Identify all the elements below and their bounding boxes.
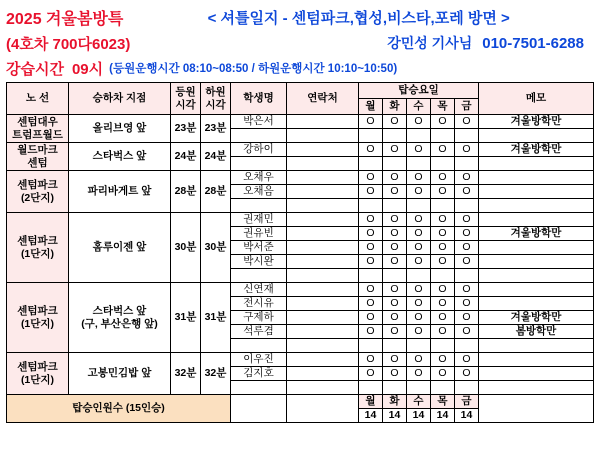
route-line2: 트럼프월드 — [12, 128, 63, 141]
day-cell-tue — [383, 339, 407, 353]
route-cell — [7, 143, 69, 171]
day-cell-fri — [455, 129, 479, 143]
day-cell-mon: O — [359, 241, 383, 255]
summary-day-tue: 화 — [383, 395, 407, 409]
day-cell-fri: O — [455, 255, 479, 269]
header-board-line2: 시각 — [175, 98, 196, 111]
day-cell-wed — [407, 157, 431, 171]
day-cell-tue — [383, 269, 407, 283]
day-cell-wed: O — [407, 367, 431, 381]
day-cell-fri: O — [455, 353, 479, 367]
day-cell-mon: O — [359, 227, 383, 241]
header-day-thu: 목 — [431, 99, 455, 115]
contact-cell — [287, 297, 359, 311]
day-cell-thu — [431, 199, 455, 213]
day-cell-tue: O — [383, 353, 407, 367]
student-name-cell — [231, 339, 287, 353]
header-student: 학생명 — [231, 83, 287, 115]
table-row — [7, 115, 594, 129]
day-cell-mon — [359, 199, 383, 213]
memo-cell: 겨울방학만 — [479, 311, 594, 325]
day-cell-mon: O — [359, 325, 383, 339]
header-row-title — [6, 4, 594, 30]
header-row-time — [6, 56, 594, 80]
day-cell-tue: O — [383, 213, 407, 227]
contact-cell — [287, 213, 359, 227]
day-cell-thu — [431, 269, 455, 283]
class-time-label: 강습시간 — [6, 60, 64, 78]
header-alight-line1: 하원 — [205, 86, 226, 99]
route-line1: 월드마크 — [17, 144, 58, 157]
summary-label: 탑승인원수 (15인승) — [7, 395, 231, 423]
summary-blank-student — [231, 395, 287, 423]
day-cell-thu: O — [431, 367, 455, 381]
day-cell-thu: O — [431, 143, 455, 157]
memo-cell — [479, 297, 594, 311]
student-name-cell — [231, 157, 287, 171]
memo-cell — [479, 381, 594, 395]
route-line2: (1단지) — [20, 373, 55, 386]
stop-cell: 홈루이젠 앞 — [69, 213, 171, 283]
board-time-cell: 31분 — [171, 283, 201, 353]
table-row — [7, 171, 594, 185]
route-line1: 센텀파크 — [17, 179, 58, 192]
stop-cell — [69, 283, 171, 353]
day-cell-wed — [407, 269, 431, 283]
day-cell-wed: O — [407, 185, 431, 199]
memo-cell — [479, 269, 594, 283]
header-alight-line2: 시각 — [205, 98, 226, 111]
route-cell — [7, 353, 69, 395]
contact-cell — [287, 129, 359, 143]
route-line2: 센텀 — [27, 156, 48, 169]
day-cell-thu: O — [431, 283, 455, 297]
day-cell-wed: O — [407, 325, 431, 339]
student-name-cell: 강하이 — [231, 143, 287, 157]
day-cell-tue: O — [383, 115, 407, 129]
day-cell-fri: O — [455, 367, 479, 381]
day-cell-tue — [383, 157, 407, 171]
memo-cell — [479, 157, 594, 171]
operation-note: (등원운행시간 08:10~08:50 / 하원운행시간 10:10~10:50) — [109, 63, 398, 75]
class-time-value: 09시 — [71, 60, 104, 78]
day-cell-thu: O — [431, 241, 455, 255]
student-name-cell — [231, 129, 287, 143]
day-cell-mon: O — [359, 115, 383, 129]
header-alight-time — [201, 83, 231, 115]
day-cell-fri: O — [455, 311, 479, 325]
route-line1: 센텀파크 — [17, 235, 58, 248]
day-cell-tue — [383, 199, 407, 213]
alight-time-cell: 28분 — [201, 171, 231, 213]
contact-cell — [287, 311, 359, 325]
day-cell-tue — [383, 129, 407, 143]
day-cell-fri: O — [455, 283, 479, 297]
memo-cell — [479, 353, 594, 367]
day-cell-wed — [407, 339, 431, 353]
contact-cell — [287, 353, 359, 367]
day-cell-wed: O — [407, 143, 431, 157]
day-cell-mon: O — [359, 297, 383, 311]
day-cell-fri — [455, 199, 479, 213]
alight-time-cell: 24분 — [201, 143, 231, 171]
stop-cell: 올리브영 앞 — [69, 115, 171, 143]
day-cell-thu: O — [431, 213, 455, 227]
header-stop: 승하차 지점 — [69, 83, 171, 115]
day-cell-tue: O — [383, 227, 407, 241]
board-time-cell: 23분 — [171, 115, 201, 143]
contact-cell — [287, 157, 359, 171]
student-name-cell: 권재민 — [231, 213, 287, 227]
memo-cell — [479, 283, 594, 297]
memo-cell: 봄방학만 — [479, 325, 594, 339]
day-cell-wed: O — [407, 311, 431, 325]
day-cell-mon: O — [359, 283, 383, 297]
student-name-cell: 박은서 — [231, 115, 287, 129]
day-cell-mon: O — [359, 367, 383, 381]
route-cell — [7, 283, 69, 353]
day-cell-tue — [383, 381, 407, 395]
day-cell-thu: O — [431, 311, 455, 325]
table-row — [7, 353, 594, 367]
day-cell-mon: O — [359, 353, 383, 367]
route-line1: 센텀파크 — [17, 305, 58, 318]
day-cell-thu: O — [431, 171, 455, 185]
header-days-group: 탑승요일 — [359, 83, 479, 99]
day-cell-thu — [431, 157, 455, 171]
day-cell-tue: O — [383, 143, 407, 157]
day-cell-mon: O — [359, 213, 383, 227]
day-cell-thu: O — [431, 353, 455, 367]
summary-day-thu: 목 — [431, 395, 455, 409]
day-cell-wed: O — [407, 115, 431, 129]
board-time-cell: 24분 — [171, 143, 201, 171]
alight-time-cell: 23분 — [201, 115, 231, 143]
day-cell-wed: O — [407, 353, 431, 367]
contact-cell — [287, 241, 359, 255]
student-name-cell: 오채우 — [231, 171, 287, 185]
contact-cell — [287, 171, 359, 185]
day-cell-mon — [359, 381, 383, 395]
day-cell-tue: O — [383, 311, 407, 325]
day-cell-thu: O — [431, 227, 455, 241]
memo-cell — [479, 185, 594, 199]
day-cell-wed: O — [407, 297, 431, 311]
summary-blank-memo — [479, 395, 594, 423]
day-cell-wed: O — [407, 255, 431, 269]
student-name-cell: 오채음 — [231, 185, 287, 199]
day-cell-fri — [455, 339, 479, 353]
student-name-cell: 신연재 — [231, 283, 287, 297]
day-cell-mon: O — [359, 255, 383, 269]
board-time-cell: 32분 — [171, 353, 201, 395]
table-row — [7, 283, 594, 297]
day-cell-thu: O — [431, 255, 455, 269]
route-line1: 센텀대우 — [17, 116, 58, 129]
day-cell-mon: O — [359, 143, 383, 157]
student-name-cell: 권유빈 — [231, 227, 287, 241]
route-line1: 센텀파크 — [17, 361, 58, 374]
table-body — [7, 115, 594, 423]
table-row — [7, 213, 594, 227]
contact-cell — [287, 199, 359, 213]
contact-cell — [287, 255, 359, 269]
route-line2: (1단지) — [20, 317, 55, 330]
day-cell-fri: O — [455, 185, 479, 199]
day-cell-wed: O — [407, 227, 431, 241]
memo-cell — [479, 339, 594, 353]
summary-day-wed: 수 — [407, 395, 431, 409]
day-cell-tue: O — [383, 255, 407, 269]
day-cell-wed: O — [407, 283, 431, 297]
student-name-cell — [231, 381, 287, 395]
route-title: < 셔틀일지 - 센텀파크,협성,비스타,포레 방면 > — [207, 9, 510, 27]
summary-day-mon: 월 — [359, 395, 383, 409]
student-name-cell: 석루겸 — [231, 325, 287, 339]
day-cell-fri: O — [455, 227, 479, 241]
memo-cell: 겨울방학만 — [479, 143, 594, 157]
day-cell-wed — [407, 129, 431, 143]
day-cell-wed — [407, 199, 431, 213]
contact-cell — [287, 143, 359, 157]
stop-cell: 고봉민김밥 앞 — [69, 353, 171, 395]
day-cell-fri — [455, 381, 479, 395]
memo-cell — [479, 255, 594, 269]
header-route: 노 선 — [7, 83, 69, 115]
contact-cell — [287, 381, 359, 395]
route-cell — [7, 213, 69, 283]
day-cell-mon — [359, 269, 383, 283]
stop-line2: (구, 부산은행 앞) — [81, 317, 158, 330]
day-cell-tue: O — [383, 185, 407, 199]
header-day-fri: 금 — [455, 99, 479, 115]
contact-cell — [287, 367, 359, 381]
route-cell — [7, 115, 69, 143]
day-cell-fri: O — [455, 297, 479, 311]
summary-blank-contact — [287, 395, 359, 423]
student-name-cell: 구제하 — [231, 311, 287, 325]
day-cell-mon — [359, 339, 383, 353]
header-day-tue: 화 — [383, 99, 407, 115]
contact-cell — [287, 115, 359, 129]
student-name-cell: 전시유 — [231, 297, 287, 311]
day-cell-wed — [407, 381, 431, 395]
day-cell-thu — [431, 129, 455, 143]
day-cell-fri — [455, 269, 479, 283]
summary-day-row — [7, 395, 594, 409]
stop-line1: 스타벅스 앞 — [92, 305, 147, 318]
board-time-cell: 28분 — [171, 171, 201, 213]
summary-day-fri: 금 — [455, 395, 479, 409]
table-header-row — [7, 83, 594, 99]
day-cell-mon — [359, 129, 383, 143]
route-line2: (1단지) — [20, 247, 55, 260]
summary-count-fri: 14 — [455, 409, 479, 423]
student-name-cell: 박서준 — [231, 241, 287, 255]
driver-phone: 010-7501-6288 — [482, 34, 584, 52]
alight-time-cell: 31분 — [201, 283, 231, 353]
day-cell-mon — [359, 157, 383, 171]
student-name-cell: 이우진 — [231, 353, 287, 367]
day-cell-wed: O — [407, 171, 431, 185]
memo-cell — [479, 367, 594, 381]
summary-count-wed: 14 — [407, 409, 431, 423]
header-memo: 메모 — [479, 83, 594, 115]
day-cell-fri: O — [455, 115, 479, 129]
day-cell-fri: O — [455, 171, 479, 185]
student-name-cell — [231, 269, 287, 283]
contact-cell — [287, 269, 359, 283]
day-cell-thu — [431, 381, 455, 395]
student-name-cell: 박시완 — [231, 255, 287, 269]
contact-cell — [287, 185, 359, 199]
header-row-driver — [6, 30, 594, 56]
student-name-cell: 김지호 — [231, 367, 287, 381]
student-name-cell — [231, 199, 287, 213]
day-cell-fri — [455, 157, 479, 171]
day-cell-tue: O — [383, 297, 407, 311]
alight-time-cell: 30분 — [201, 213, 231, 283]
day-cell-fri: O — [455, 143, 479, 157]
bus-number: (4호차 700다6023) — [6, 35, 131, 53]
day-cell-tue: O — [383, 283, 407, 297]
day-cell-wed: O — [407, 241, 431, 255]
memo-cell — [479, 199, 594, 213]
day-cell-thu — [431, 339, 455, 353]
day-cell-fri: O — [455, 241, 479, 255]
board-time-cell: 30분 — [171, 213, 201, 283]
header-board-line1: 등원 — [175, 86, 196, 99]
route-line2: (2단지) — [20, 191, 55, 204]
memo-cell — [479, 129, 594, 143]
contact-cell — [287, 325, 359, 339]
day-cell-thu: O — [431, 297, 455, 311]
day-cell-tue: O — [383, 325, 407, 339]
header-day-wed: 수 — [407, 99, 431, 115]
day-cell-fri: O — [455, 325, 479, 339]
memo-cell: 겨울방학만 — [479, 227, 594, 241]
header-day-mon: 월 — [359, 99, 383, 115]
day-cell-thu: O — [431, 185, 455, 199]
day-cell-tue: O — [383, 241, 407, 255]
day-cell-tue: O — [383, 171, 407, 185]
day-cell-mon: O — [359, 185, 383, 199]
summary-count-tue: 14 — [383, 409, 407, 423]
memo-cell — [479, 241, 594, 255]
shuttle-table — [6, 82, 594, 423]
day-cell-thu: O — [431, 325, 455, 339]
route-cell — [7, 171, 69, 213]
day-cell-tue: O — [383, 367, 407, 381]
alight-time-cell: 32분 — [201, 353, 231, 395]
header-contact: 연락처 — [287, 83, 359, 115]
contact-cell — [287, 227, 359, 241]
header-board-time — [171, 83, 201, 115]
day-cell-mon: O — [359, 311, 383, 325]
day-cell-mon: O — [359, 171, 383, 185]
driver-name: 강민성 기사님 — [387, 35, 473, 51]
stop-cell: 파리바게트 앞 — [69, 171, 171, 213]
summary-count-mon: 14 — [359, 409, 383, 423]
memo-cell — [479, 171, 594, 185]
contact-cell — [287, 283, 359, 297]
contact-cell — [287, 339, 359, 353]
table-row — [7, 143, 594, 157]
day-cell-wed: O — [407, 213, 431, 227]
memo-cell: 겨울방학만 — [479, 115, 594, 129]
memo-cell — [479, 213, 594, 227]
summary-count-thu: 14 — [431, 409, 455, 423]
day-cell-thu: O — [431, 115, 455, 129]
stop-cell: 스타벅스 앞 — [69, 143, 171, 171]
special-term-title: 2025 겨울봄방특 — [6, 10, 124, 28]
day-cell-fri: O — [455, 213, 479, 227]
